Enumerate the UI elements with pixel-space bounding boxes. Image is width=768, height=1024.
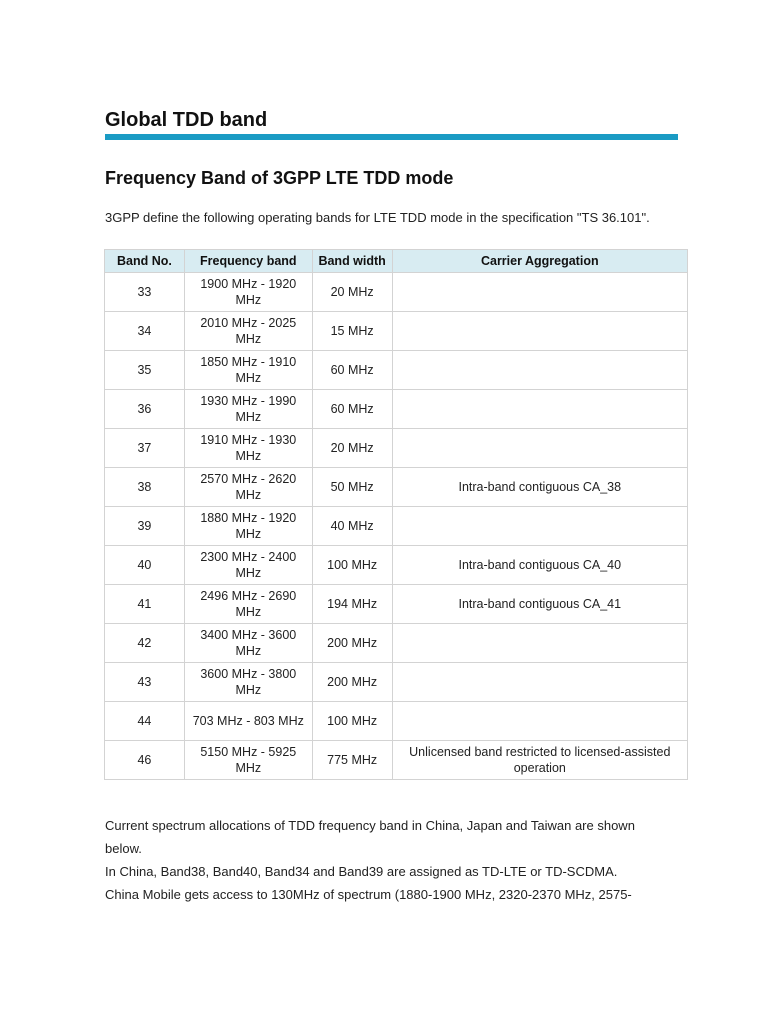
band-no-cell: 35 [105,351,185,390]
band-no-cell: 39 [105,507,185,546]
band-no-cell: 40 [105,546,185,585]
frequency-band-cell: 2300 MHz - 2400 MHz [184,546,312,585]
table-row [105,702,688,741]
carrier-aggregation-cell [392,351,687,390]
carrier-aggregation-cell: Unlicensed band restricted to licensed-assisted operation [392,741,687,780]
band-width-cell: 200 MHz [312,624,392,663]
band-no-cell: 44 [105,702,185,741]
frequency-band-cell: 1930 MHz - 1990 MHz [184,390,312,429]
band-width-cell: 100 MHz [312,702,392,741]
band-no-cell: 38 [105,468,185,507]
carrier-aggregation-cell: Intra-band contiguous CA_38 [392,468,687,507]
carrier-aggregation-cell: Intra-band contiguous CA_40 [392,546,687,585]
table-row [105,429,688,468]
band-width-cell: 20 MHz [312,273,392,312]
table-row [105,351,688,390]
frequency-band-cell: 1910 MHz - 1930 MHz [184,429,312,468]
carrier-aggregation-cell [392,624,687,663]
page-title: Global TDD band [105,109,268,131]
band-width-cell: 60 MHz [312,390,392,429]
frequency-band-cell: 2496 MHz - 2690 MHz [184,585,312,624]
frequency-band-cell: 3600 MHz - 3800 MHz [184,663,312,702]
table-row [105,273,688,312]
band-no-cell: 41 [105,585,185,624]
carrier-aggregation-cell [392,429,687,468]
table-row [105,741,688,780]
carrier-aggregation-cell [392,507,687,546]
column-header-carrier-aggregation: Carrier Aggregation [392,250,687,273]
table-row [105,507,688,546]
table-header-row [105,250,688,273]
frequency-band-cell: 3400 MHz - 3600 MHz [184,624,312,663]
band-width-cell: 194 MHz [312,585,392,624]
band-width-cell: 60 MHz [312,351,392,390]
carrier-aggregation-cell [392,273,687,312]
band-width-cell: 15 MHz [312,312,392,351]
carrier-aggregation-cell: Intra-band contiguous CA_41 [392,585,687,624]
carrier-aggregation-cell [392,312,687,351]
column-header-band-no: Band No. [105,250,185,273]
frequency-band-cell: 1900 MHz - 1920 MHz [184,273,312,312]
intro-paragraph: 3GPP define the following operating bands for LTE TDD mode in the specification "TS 36.101". [105,210,650,225]
table-row [105,663,688,702]
frequency-band-cell: 703 MHz - 803 MHz [184,702,312,741]
carrier-aggregation-cell [392,390,687,429]
frequency-band-cell: 1880 MHz - 1920 MHz [184,507,312,546]
table-row [105,624,688,663]
band-no-cell: 43 [105,663,185,702]
band-width-cell: 40 MHz [312,507,392,546]
frequency-band-cell: 1850 MHz - 1910 MHz [184,351,312,390]
outro-paragraph: Current spectrum allocations of TDD frequency band in China, Japan and Taiwan are shown below. [105,818,635,856]
table-row [105,390,688,429]
table-row [105,585,688,624]
outro-text [105,814,675,906]
outro-paragraph: In China, Band38, Band40, Band34 and Band39 are assigned as TD-LTE or TD-SCDMA. [105,864,618,879]
carrier-aggregation-cell [392,663,687,702]
column-header-band-width: Band width [312,250,392,273]
section-title: Frequency Band of 3GPP LTE TDD mode [105,168,454,188]
band-no-cell: 42 [105,624,185,663]
frequency-band-cell: 2570 MHz - 2620 MHz [184,468,312,507]
band-no-cell: 34 [105,312,185,351]
band-no-cell: 33 [105,273,185,312]
table-row [105,468,688,507]
band-width-cell: 20 MHz [312,429,392,468]
table-row [105,546,688,585]
table-body [105,273,688,780]
carrier-aggregation-cell [392,702,687,741]
frequency-band-cell: 2010 MHz - 2025 MHz [184,312,312,351]
band-no-cell: 37 [105,429,185,468]
band-no-cell: 36 [105,390,185,429]
tdd-band-table [104,249,688,780]
band-width-cell: 50 MHz [312,468,392,507]
title-underline-rule [105,134,678,140]
outro-paragraph: China Mobile gets access to 130MHz of spectrum (1880-1900 MHz, 2320-2370 MHz, 2575- [105,887,632,902]
table-row [105,312,688,351]
band-width-cell: 100 MHz [312,546,392,585]
band-width-cell: 200 MHz [312,663,392,702]
band-no-cell: 46 [105,741,185,780]
band-width-cell: 775 MHz [312,741,392,780]
column-header-frequency-band: Frequency band [184,250,312,273]
frequency-band-cell: 5150 MHz - 5925 MHz [184,741,312,780]
